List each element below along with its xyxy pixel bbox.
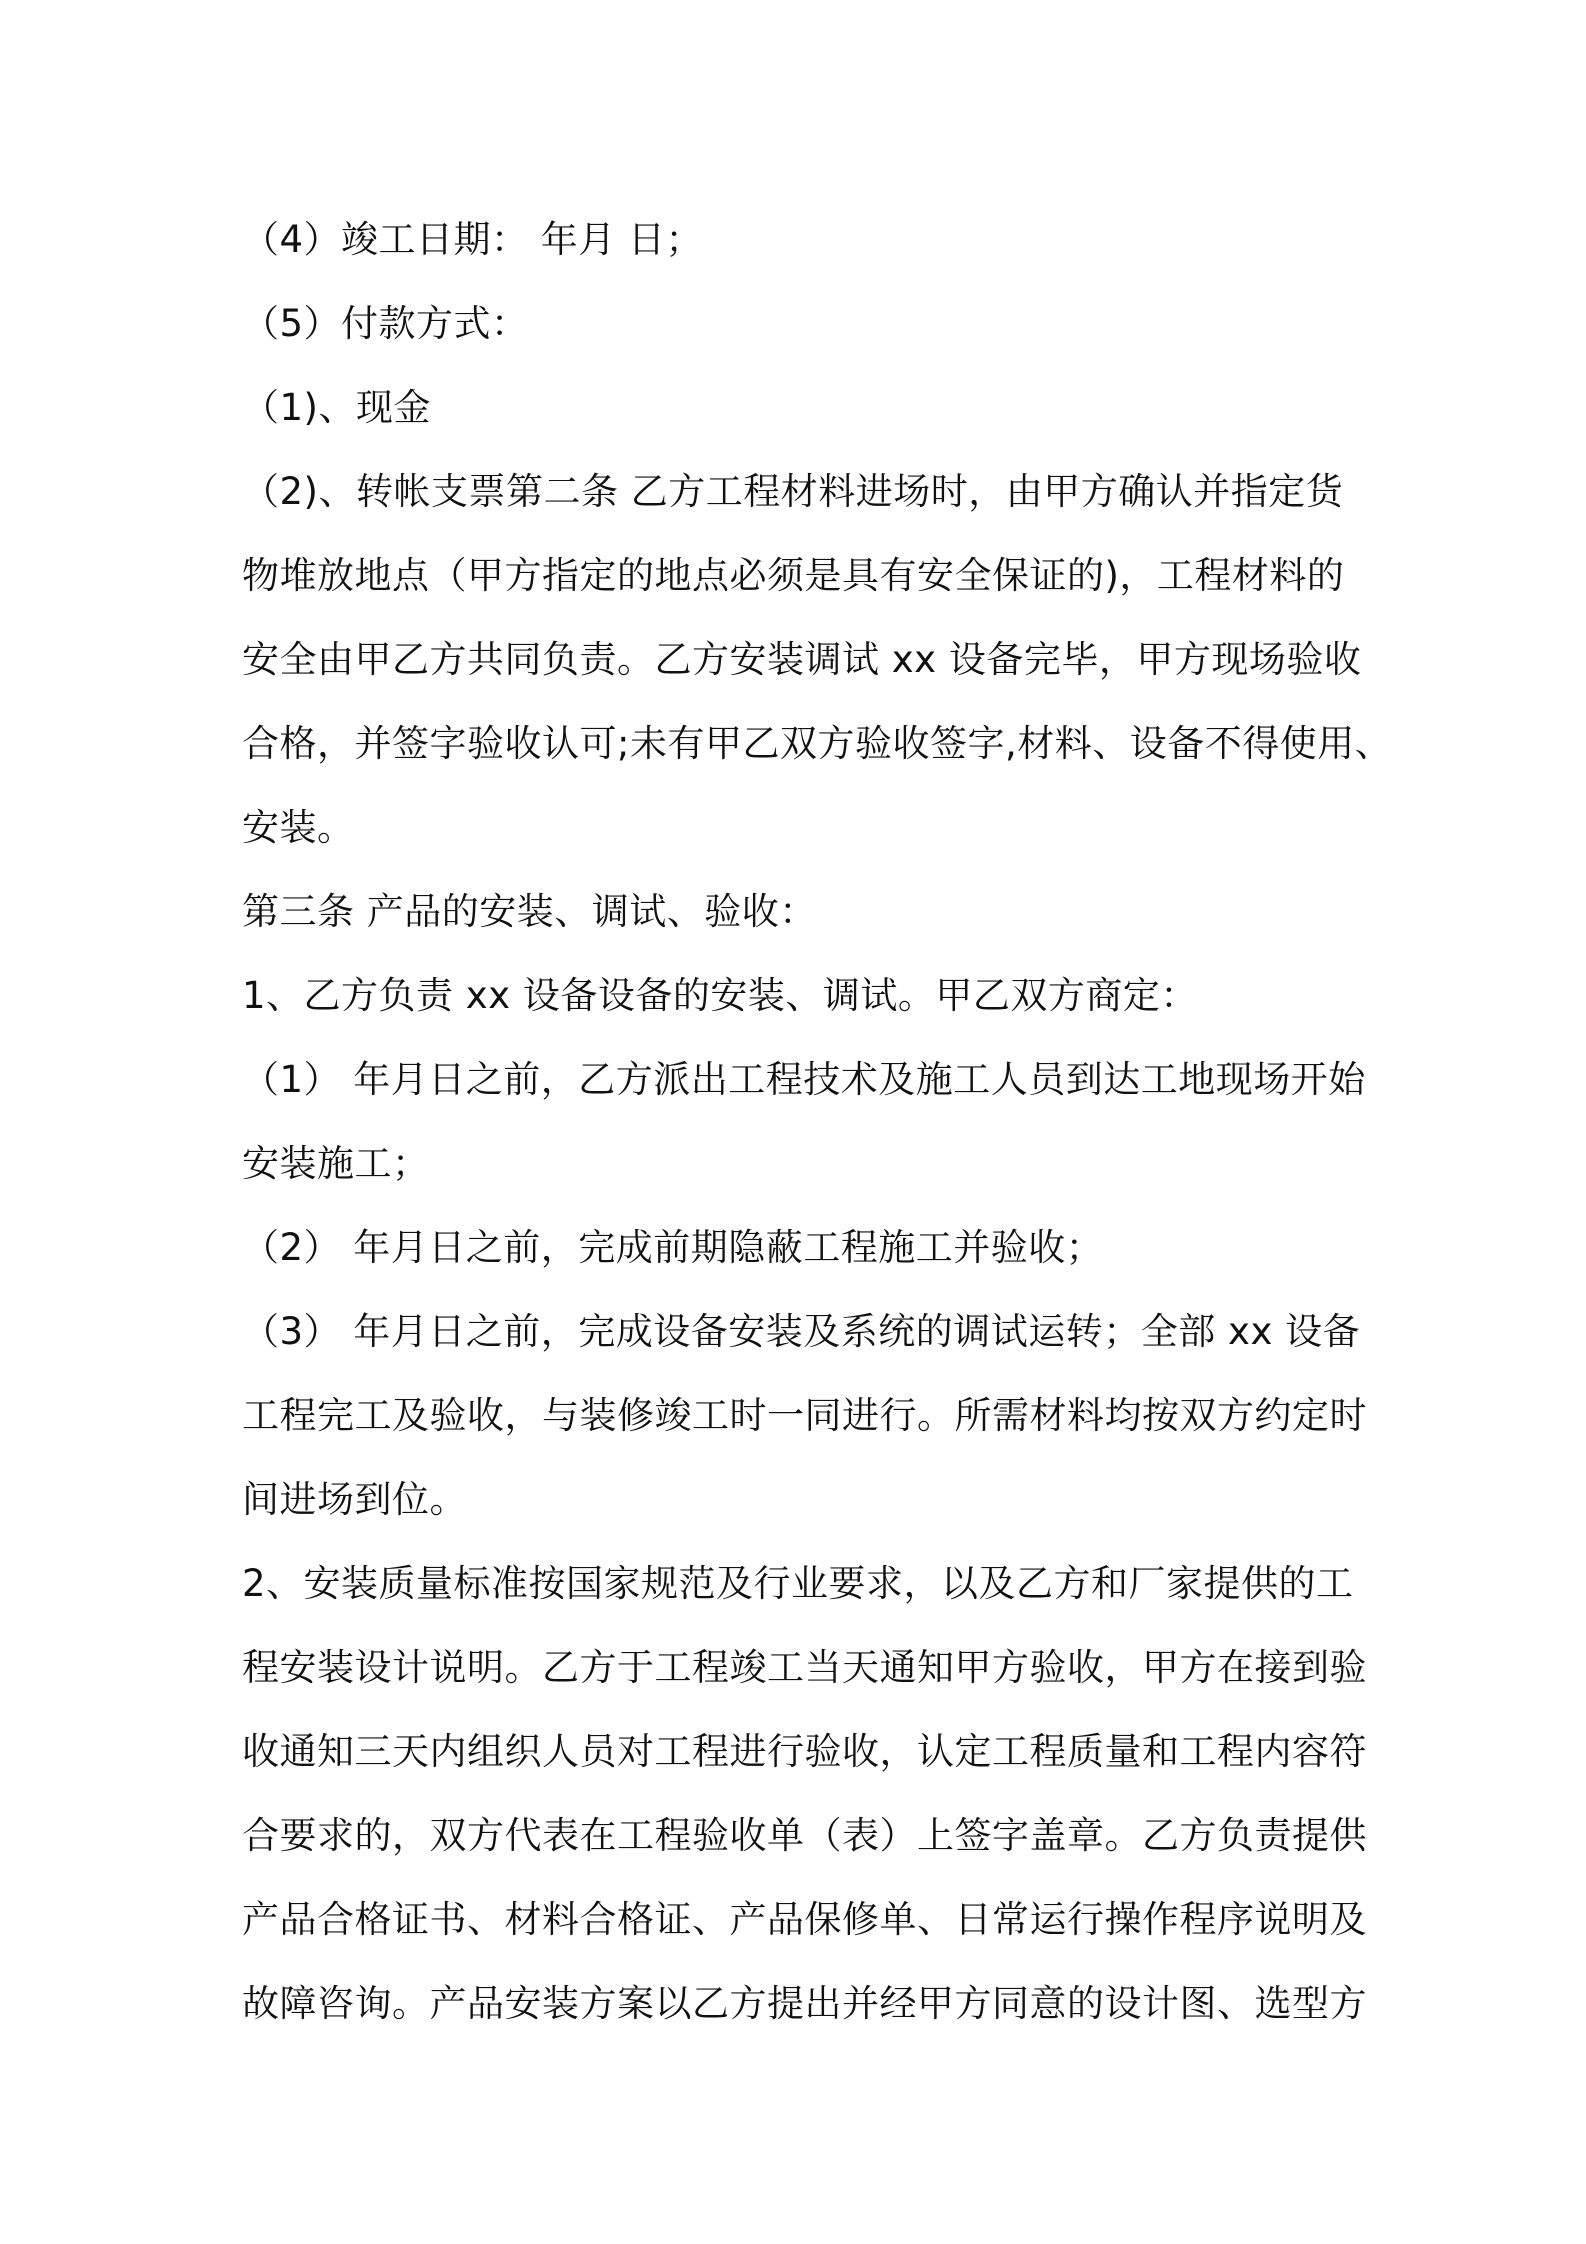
text-line: （2)、转帐支票第二条 乙方工程材料进场时，由甲方确认并指定货 <box>242 470 1344 513</box>
text-line: （5）付款方式： <box>242 302 529 345</box>
text-line: 合格，并签字验收认可;未有甲乙双方验收签字,材料、设备不得使用、 <box>242 722 1393 765</box>
text-line: （2） 年月日之前，完成前期隐蔽工程施工并验收； <box>242 1226 1104 1269</box>
text-line: 1、乙方负责 xx 设备设备的安装、调试。甲乙双方商定： <box>242 974 1198 1017</box>
text-line: 故障咨询。产品安装方案以乙方提出并经甲方同意的设计图、选型方 <box>242 1982 1367 2025</box>
text-line: 收通知三天内组织人员对工程进行验收，认定工程质量和工程内容符 <box>242 1730 1367 1773</box>
text-line: 安装施工； <box>242 1142 430 1185</box>
text-line: 产品合格证书、材料合格证、产品保修单、日常运行操作程序说明及 <box>242 1898 1367 1941</box>
contract-text-column <box>242 198 1393 2046</box>
text-line: 2、安装质量标准按国家规范及行业要求，以及乙方和厂家提供的工 <box>242 1562 1354 1605</box>
text-line: 物堆放地点（甲方指定的地点必须是具有安全保证的)，工程材料的 <box>242 554 1345 597</box>
text-line: （4）竣工日期： 年月 日； <box>242 218 704 261</box>
text-line: 程安装设计说明。乙方于工程竣工当天通知甲方验收，甲方在接到验 <box>242 1646 1367 1689</box>
text-line: 工程完工及验收，与装修竣工时一同进行。所需材料均按双方约定时 <box>242 1394 1367 1437</box>
text-line: （3） 年月日之前，完成设备安装及系统的调试运转；全部 xx 设备 <box>242 1310 1361 1353</box>
article-heading: 第三条 产品的安装、调试、验收： <box>242 890 817 933</box>
text-line: （1)、现金 <box>242 386 431 429</box>
text-line: 安全由甲乙方共同负责。乙方安装调试 xx 设备完毕，甲方现场验收 <box>242 638 1362 681</box>
text-line: 安装。 <box>242 806 355 849</box>
text-line: 间进场到位。 <box>242 1478 467 1521</box>
text-line: （1） 年月日之前，乙方派出工程技术及施工人员到达工地现场开始 <box>242 1058 1366 1101</box>
text-line: 合要求的，双方代表在工程验收单（表）上签字盖章。乙方负责提供 <box>242 1814 1367 1857</box>
